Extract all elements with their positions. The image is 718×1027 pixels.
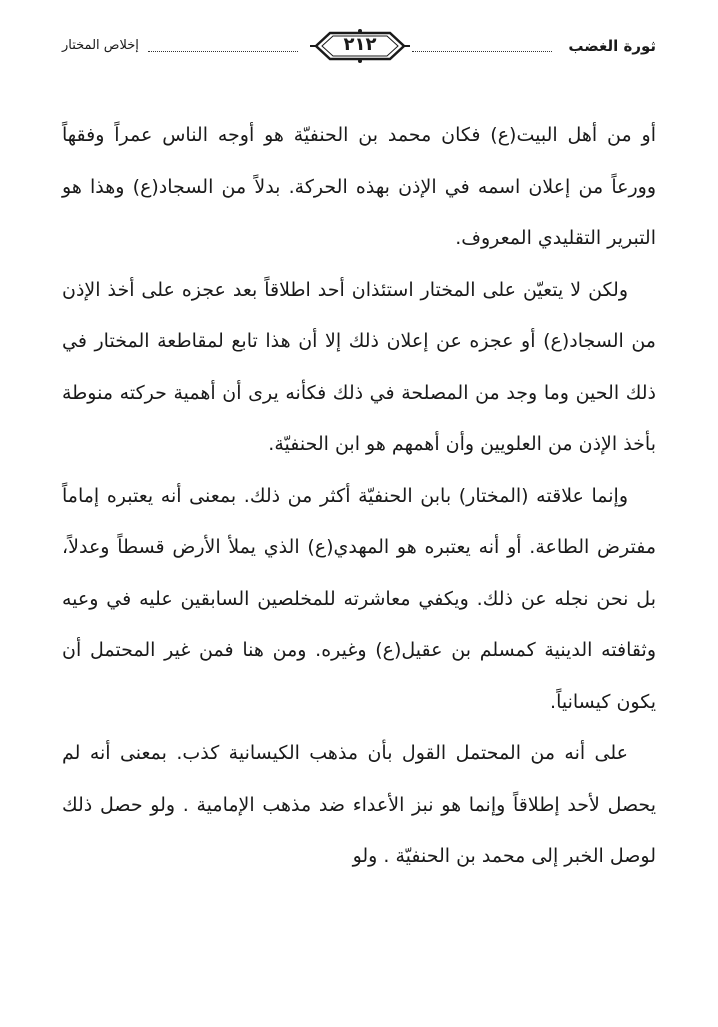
paragraph: على أنه من المحتمل القول بأن مذهب الكيسانية كذب. بمعنى أنه لم يحصل لأحد إطلاقاً وإنما هو نبز الأعداء ضد مذهب الإمامية . ولو حصل ذلك لوصل الخبر إلى محمد بن الحنفيّة . ولو: [62, 742, 656, 867]
body-text: [62, 110, 656, 883]
page-header: [62, 26, 656, 66]
page-number: ٢١٢: [343, 34, 377, 55]
paragraph: أو من أهل البيت(ع) فكان محمد بن الحنفيّة هو أوجه الناس عمراً وفقهاً وورعاً من إعلان اسمه في الإذن بهذه الحركة. بدلاً من السجاد(ع) وهذا هو التبرير التقليدي المعروف.: [62, 124, 656, 249]
paragraph: وإنما علاقته (المختار) بابن الحنفيّة أكثر من ذلك. بمعنى أنه يعتبره إماماً مفترض الطاعة. أو أنه يعتبره هو المهدي(ع) الذي يملأ الأرض قسطاً وعدلاً، بل نحن نجله عن ذلك. ويكفي معاشرته للمخلصين السابقين عليه في وعيه وثقافته الدينية كمسلم بن عقيل(ع) وغيره. ومن هنا فمن غير المحتمل أن يكون كيسانياً.: [62, 484, 656, 713]
book-title: ثورة الغضب: [568, 37, 656, 55]
header-dotted-rule-left: [148, 51, 298, 52]
paragraph: ولكن لا يتعيّن على المختار استئذان أحد اطلاقاً بعد عجزه على أخذ الإذن من السجاد(ع) أو عجزه عن إعلان ذلك إلا أن هذا تابع لمقاطعة المختار في ذلك الحين وما وجد من المصلحة في ذلك فكأنه يرى أن أهمية حركته منوطة بأخذ الإذن من العلويين وأن أهمهم هو ابن الحنفيّة.: [62, 278, 656, 455]
header-dotted-rule-right: [412, 51, 552, 52]
chapter-title: إخلاص المختار: [62, 38, 139, 53]
page-number-badge: [310, 26, 410, 66]
